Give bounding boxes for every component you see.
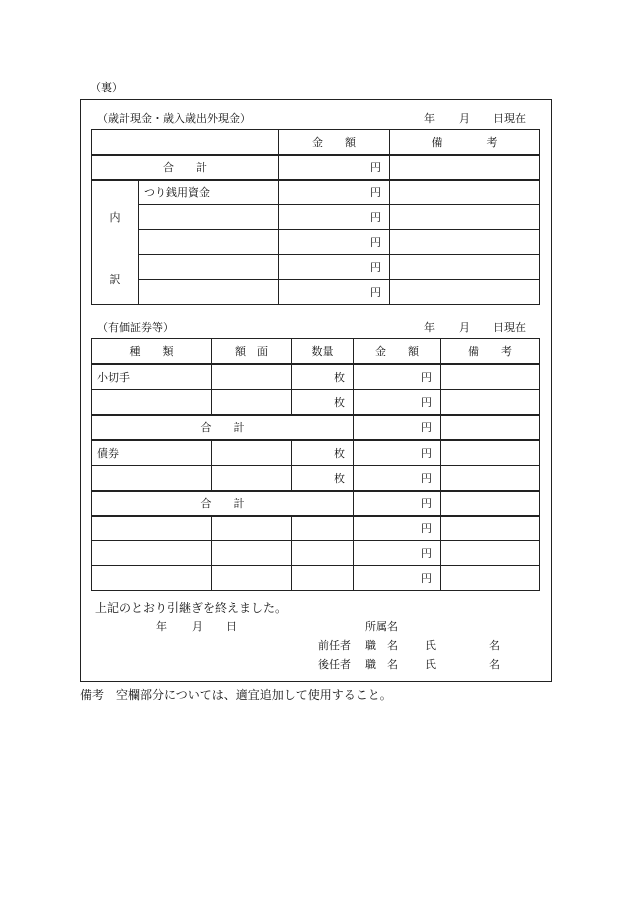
securities-header-amount: 金 額 [354,339,441,364]
securities-subtotal-remarks[interactable] [441,491,540,516]
securities-type[interactable] [92,541,212,566]
securities-header-quantity: 数量 [292,339,354,364]
cash-table [91,129,540,305]
securities-quantity[interactable] [292,541,354,566]
securities-type[interactable] [92,390,212,415]
successor-name-shi: 氏 [425,658,436,671]
securities-amount-yen: 円 [354,364,441,390]
securities-amount-yen: 円 [354,566,441,591]
securities-quantity[interactable] [292,516,354,541]
securities-header-type: 種 類 [92,339,212,364]
securities-remarks[interactable] [441,566,540,591]
securities-quantity-unit: 枚 [292,466,354,491]
cash-date-month: 月 [459,112,470,125]
securities-face-value[interactable] [212,364,292,390]
securities-subtotal-remarks[interactable] [441,415,540,440]
securities-type[interactable] [92,466,212,491]
predecessor-title-label: 職 名 [365,639,398,652]
successor-label: 後任者 [318,658,351,671]
securities-type-bond: 債券 [92,440,212,466]
securities-subtotal-label: 合 計 [92,415,354,440]
securities-amount-yen: 円 [354,541,441,566]
breakdown-char-bottom: 訳 [109,272,121,286]
cash-breakdown-remarks[interactable] [390,255,540,280]
cash-section-title: （歳計現金・歳入歳出外現金） [97,112,251,125]
securities-quantity[interactable] [292,566,354,591]
handover-date-year: 年 [156,620,167,633]
cash-header-remarks: 備 考 [390,130,540,155]
securities-remarks[interactable] [441,541,540,566]
cash-total-yen: 円 [279,155,390,180]
cash-breakdown-remarks[interactable] [390,230,540,255]
securities-amount-yen: 円 [354,516,441,541]
securities-amount-yen: 円 [354,390,441,415]
securities-remarks[interactable] [441,440,540,466]
cash-breakdown-item[interactable] [139,255,279,280]
cash-breakdown-item[interactable] [139,280,279,305]
securities-subtotal-yen: 円 [354,491,441,516]
securities-face-value[interactable] [212,390,292,415]
cash-header-blank [92,130,279,155]
securities-remarks[interactable] [441,364,540,390]
securities-face-value[interactable] [212,566,292,591]
securities-type-cheque: 小切手 [92,364,212,390]
cash-breakdown-label [92,180,139,305]
cash-breakdown-item[interactable] [139,230,279,255]
cash-date-day: 日現在 [493,112,526,125]
cash-header-amount: 金 額 [279,130,390,155]
securities-quantity-unit: 枚 [292,440,354,466]
securities-face-value[interactable] [212,541,292,566]
securities-amount-yen: 円 [354,440,441,466]
securities-table [91,338,540,591]
cash-breakdown-yen: 円 [279,205,390,230]
securities-date-month: 月 [459,321,470,334]
securities-date-year: 年 [424,321,435,334]
cash-breakdown-yen: 円 [279,230,390,255]
handover-date-month: 月 [192,620,203,633]
securities-type[interactable] [92,566,212,591]
handover-date-day: 日 [226,620,237,633]
securities-face-value[interactable] [212,466,292,491]
cash-breakdown-item[interactable] [139,205,279,230]
securities-face-value[interactable] [212,440,292,466]
predecessor-label: 前任者 [318,639,351,652]
securities-header-face-value: 額 面 [212,339,292,364]
securities-subtotal-label: 合 計 [92,491,354,516]
cash-date-year: 年 [424,112,435,125]
handover-statement: 上記のとおり引継ぎを終えました。 [95,601,288,615]
securities-quantity-unit: 枚 [292,390,354,415]
cash-breakdown-yen: 円 [279,280,390,305]
affiliation-label: 所属名 [365,620,398,633]
securities-remarks[interactable] [441,390,540,415]
securities-face-value[interactable] [212,516,292,541]
successor-title-label: 職 名 [365,658,398,671]
cash-total-label: 合 計 [92,155,279,180]
securities-section-title: （有価証券等） [97,321,174,334]
cash-breakdown-remarks[interactable] [390,205,540,230]
cash-breakdown-item: つり銭用資金 [139,180,279,205]
cash-breakdown-yen: 円 [279,180,390,205]
cash-breakdown-yen: 円 [279,255,390,280]
cash-total-remarks[interactable] [390,155,540,180]
cash-breakdown-remarks[interactable] [390,280,540,305]
securities-quantity-unit: 枚 [292,364,354,390]
securities-remarks[interactable] [441,516,540,541]
remarks-note: 備考 空欄部分については、適宜追加して使用すること。 [80,688,392,702]
cash-breakdown-remarks[interactable] [390,180,540,205]
securities-subtotal-yen: 円 [354,415,441,440]
successor-name-mei: 名 [489,658,500,671]
page-side-label: （裏） [90,81,123,94]
securities-remarks[interactable] [441,466,540,491]
securities-amount-yen: 円 [354,466,441,491]
securities-date-day: 日現在 [493,321,526,334]
breakdown-char-top: 内 [109,210,121,224]
predecessor-name-shi: 氏 [425,639,436,652]
securities-type[interactable] [92,516,212,541]
predecessor-name-mei: 名 [489,639,500,652]
securities-header-remarks: 備 考 [441,339,540,364]
